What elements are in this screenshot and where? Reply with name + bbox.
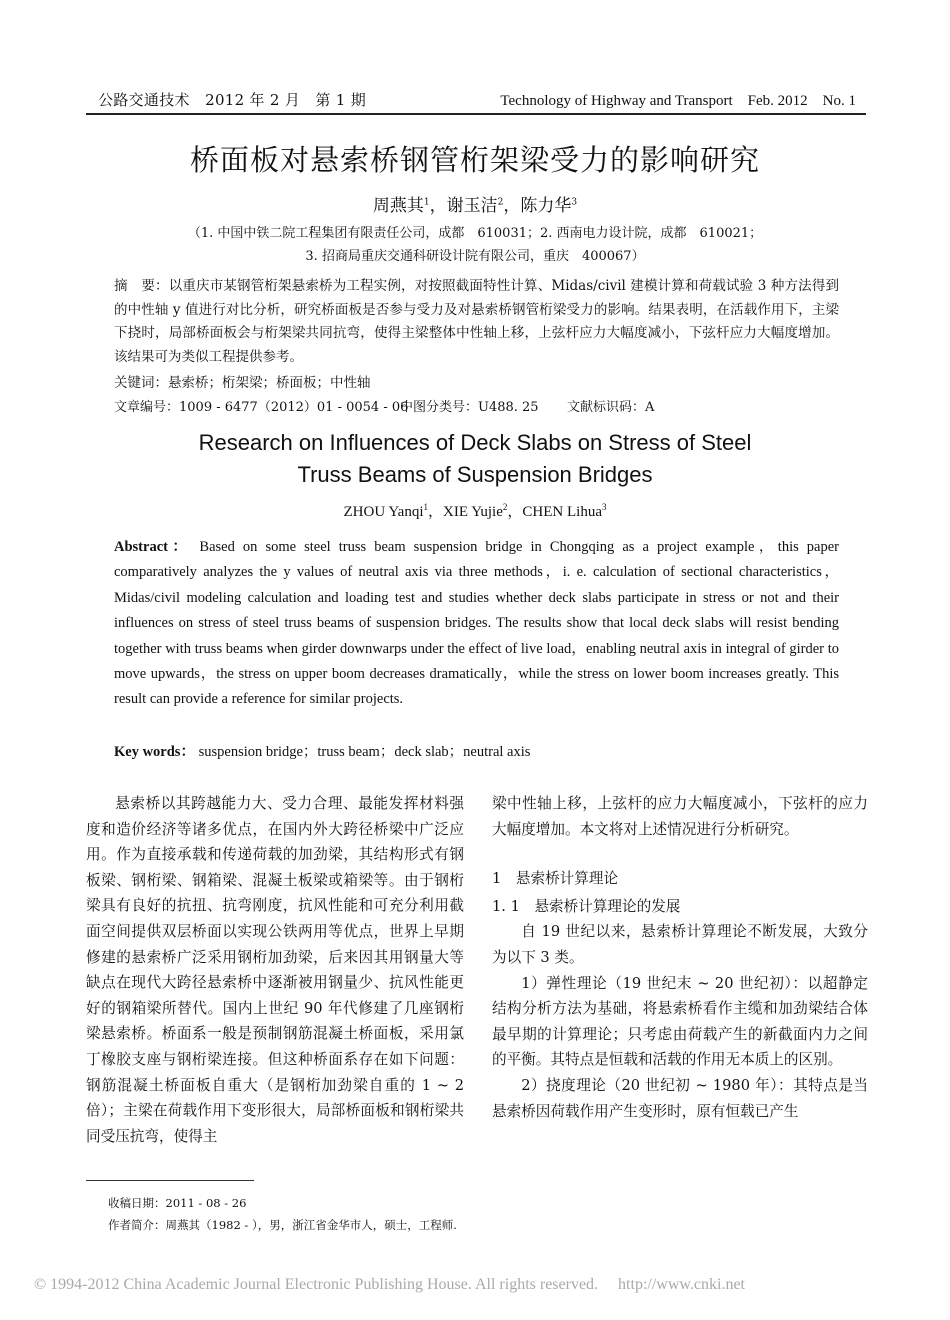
author-name: 陈力华: [520, 196, 572, 216]
author-affil-mark: 3: [571, 197, 578, 208]
keywords-en-text: suspension bridge；truss beam；deck slab；neutral axis: [198, 744, 531, 760]
author-name: 周燕其: [372, 196, 424, 216]
body-paragraph: 自 19 世纪以来，悬索桥计算理论不断发展，大致分为以下 3 类。: [492, 923, 868, 966]
author-affil-mark: 2: [502, 502, 508, 512]
keywords-en: [114, 740, 839, 761]
keywords-cn: [114, 371, 839, 391]
document-code: 文献标识码：A: [567, 400, 655, 415]
author-separator: ，: [428, 504, 444, 520]
author-name: XIE Yujie: [443, 504, 503, 520]
keywords-en-label: Key words：: [114, 744, 195, 760]
abstract-en-label: Abstract：: [114, 539, 192, 555]
running-header: [86, 89, 866, 115]
author-separator: ，: [507, 504, 523, 520]
section-heading-1: 1 悬索桥计算理论: [492, 870, 619, 888]
clc-number: 中图分类号：U488. 25: [400, 400, 539, 415]
body-column-right: [492, 791, 868, 1124]
author-separator: ，: [429, 196, 447, 216]
author-affil-mark: 2: [497, 197, 504, 208]
article-number: 文章编号：1009 - 6477（2012）01 - 0054 - 06: [114, 400, 409, 415]
author-name: ZHOU Yanqi: [343, 504, 424, 520]
affiliation-line: （1. 中国中铁二院工程集团有限责任公司，成都 610031；2. 西南电力设计院，成都 610021；: [187, 226, 763, 241]
authors-cn: [0, 191, 950, 216]
footnote-divider: [86, 1180, 254, 1181]
body-paragraph: 悬索桥以其跨越能力大、受力合理、最能发挥材料强度和造价经济等诸多优点，在国内外大跨径桥梁中广泛应用。作为直接承载和传递荷载的加劲梁，其结构形式有钢板梁、钢桁梁、钢箱梁、混凝土板梁或箱梁等。由于钢桁梁具有良好的抗扭、抗弯刚度，抗风性能和可充分利用截面空间提供双层桥面以实现公铁两用等优点，世界上早期修建的悬索桥广泛采用钢桁加劲梁，后来因其用钢量大等缺点在现代大跨径悬索桥中逐渐被用钢量少、抗风性能更好的钢箱梁所替代。国内上世纪 90 年代修建了几座钢桁梁悬索桥。桥面系一般是预制钢筋混凝土桥面板，采用氯丁橡胶支座与钢桁梁连接。但这种桥面系存在如下问题：钢筋混凝土桥面板自重大（是钢桁加劲梁自重的 1 ~ 2 倍）；主梁在荷载作用下变形很大，局部桥面板和钢桁梁共同受压抗弯，使得主: [86, 795, 464, 1145]
author-name: 谢玉洁: [446, 196, 498, 216]
authors-en: [0, 500, 950, 521]
footnote-received-date: 收稿日期：2011 - 08 - 26: [108, 1196, 247, 1210]
author-separator: ，: [503, 196, 521, 216]
abstract-cn-label: 摘 要：: [114, 278, 169, 294]
author-affil-mark: 1: [423, 502, 429, 512]
author-affil-mark: 3: [601, 502, 607, 512]
author-affil-mark: 1: [423, 197, 430, 208]
affiliation-line: 3. 招商局重庆交通科研设计院有限公司，重庆 400067）: [305, 249, 645, 264]
header-journal-cn: 公路交通技术 2012 年 2 月 第 1 期: [98, 91, 367, 109]
title-cn: 桥面板对悬索桥钢管桁架梁受力的影响研究: [189, 143, 760, 177]
body-column-left: [86, 791, 464, 1149]
keywords-cn-label: 关键词：: [114, 375, 168, 391]
abstract-en: [114, 535, 839, 713]
title-en: [0, 427, 950, 491]
keywords-cn-text: 悬索桥；桁架梁；桥面板；中性轴: [168, 375, 371, 391]
title-en-line: Truss Beams of Suspension Bridges: [297, 462, 653, 487]
body-paragraph: 2）挠度理论（20 世纪初 ~ 1980 年）：其特点是当悬索桥因荷载作用产生变形时，原有恒载已产生: [492, 1076, 868, 1120]
title-en-line: Research on Influences of Deck Slabs on Stress of Steel: [198, 430, 752, 455]
header-journal-en: Technology of Highway and Transport Feb. 2012 No. 1: [500, 93, 856, 109]
body-paragraph: 1）弹性理论（19 世纪末 ~ 20 世纪初）：以超静定结构分析方法为基础，将悬索桥看作主缆和加劲梁结合体最早期的计算理论；只考虑由荷载产生的新截面内力之间的平衡。其特点是恒载和活载的作用无本质上的区别。: [492, 974, 868, 1069]
abstract-cn-text: 以重庆市某钢管桁架悬索桥为工程实例，对按照截面特性计算、Midas/civil 建模计算和荷载试验 3 种方法得到的中性轴 y 值进行对比分析，研究桥面板是否参与受力及对悬索桥钢管桁梁受力的影响。结果表明，在活载作用下，主梁下挠时，局部桥面板会与桁架梁共同抗弯，使得主梁整体中性轴上移，上弦杆应力大幅度减小，下弦杆应力大幅度增加。该结果可为类似工程提供参考。: [114, 278, 840, 365]
copyright-watermark: © 1994-2012 China Academic Journal Electronic Publishing House. All rights reserved. http://www.cnki.net: [34, 1276, 745, 1293]
abstract-en-text: Based on some steel truss beam suspension bridge in Chongqing as a project example，this paper comparatively analyzes the y values of neutral axis via three methods，i. e. calculation of sectional characteristics，Midas/civil modeling calculation and loading test and studies whether deck slabs participate in stress or not and their influences on stress of steel truss beams of suspension bridges. The results show that local deck slabs will resist bending together with truss beams when girder downwarps under the effect of live load，enabling neutral axis in integral of girder to move upwards，the stress on upper boom decreases dramatically，while the stress on lower boom increases greatly. This result can provide a reference for similar projects.: [114, 539, 840, 708]
section-heading-1-1: 1. 1 悬索桥计算理论的发展: [492, 897, 681, 915]
abstract-cn: [114, 275, 839, 369]
author-name: CHEN Lihua: [522, 504, 602, 520]
footnote-author-bio: 作者简介：周燕其（1982 - ），男，浙江省金华市人，硕士，工程师.: [108, 1218, 457, 1232]
body-paragraph-continuation: 梁中性轴上移，上弦杆的应力大幅度减小，下弦杆的应力大幅度增加。本文将对上述情况进行分析研究。: [492, 795, 868, 838]
